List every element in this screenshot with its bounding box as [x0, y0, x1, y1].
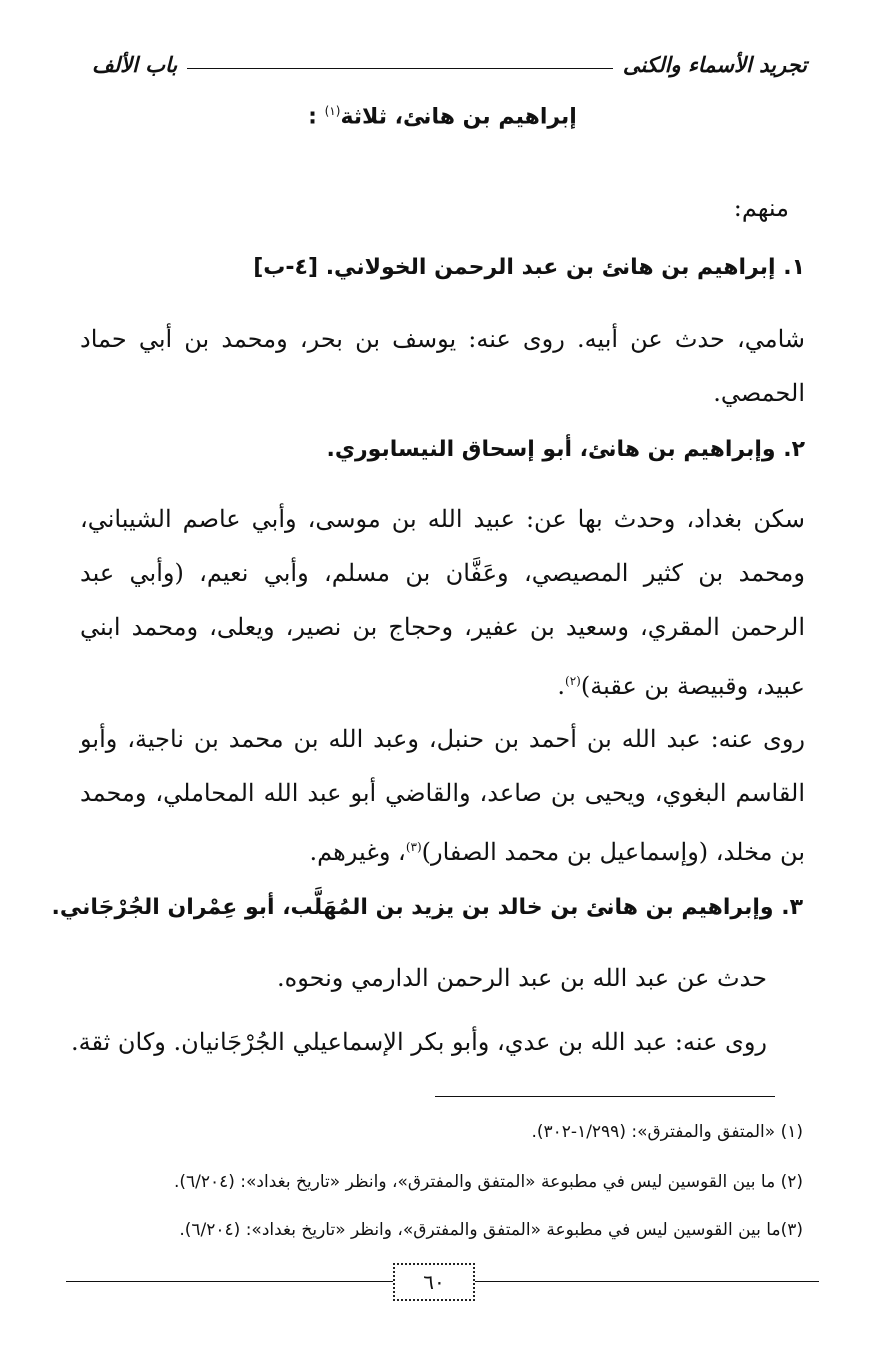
entry-heading-colon: : — [308, 104, 317, 130]
person-3-text-2: روى عنه: عبد الله بن عدي، وأبو بكر الإسماعيلي الجُرْجَانيان. وكان ثقة. — [70, 1028, 767, 1056]
footnote-ref: (٣) — [405, 840, 422, 854]
person-2-paragraph-1 — [80, 492, 805, 713]
person-3-text-1: حدث عن عبد الله بن عبد الرحمن الدارمي ونحوه. — [277, 964, 767, 992]
sentence-end: ، وغيرهم. — [309, 838, 406, 866]
running-header — [92, 46, 807, 82]
header-rule — [187, 68, 613, 69]
person-2-heading: ٢. وإبراهيم بن هانئ، أبو إسحاق النيسابوري. — [326, 437, 805, 462]
footnote-2: (٢) ما بين القوسين ليس في مطبوعة «المتفق والمفترق»، وانظر «تاريخ بغداد»: (٦/٢٠٤). — [173, 1172, 803, 1192]
person-1-text: شامي، حدث عن أبيه. روى عنه: يوسف بن بحر، ومحمد بن أبي حماد الحمصي. — [80, 325, 805, 407]
footnote-ref: (١) — [324, 104, 341, 118]
page-number: ٦٠ — [393, 1263, 475, 1301]
entry-heading — [0, 104, 885, 129]
chapter-title: باب الألف — [92, 51, 178, 77]
bottom-rule-right — [475, 1281, 819, 1282]
bottom-rule-left — [66, 1281, 393, 1282]
footnote-1: (١) «المتفق والمفترق»: (١/٢٩٩-٣٠٢). — [531, 1122, 803, 1142]
person-3-heading: ٣. وإبراهيم بن هانئ بن خالد بن يزيد بن المُهَلَّب، أبو عِمْران الجُرْجَاني. — [51, 895, 803, 920]
book-title: تجريد الأسماء والكنى — [622, 51, 807, 77]
person-2-text-1: سكن بغداد، وحدث بها عن: عبيد الله بن موسى، وأبي عاصم الشيباني، ومحمد بن كثير المصيصي، وعَفَّان بن مسلم، وأبي نعيم، (وأبي عبد الرحمن المقري، وسعيد بن عفير، وحجاج بن نصير، ويعلى، ومحمد ابني عبيد، وقبيصة بن عقبة) — [80, 505, 806, 700]
intro-text: منهم: — [733, 194, 789, 222]
person-2-text-2: روى عنه: عبد الله بن أحمد بن حنبل، وعبد الله بن محمد بن ناجية، وأبو القاسم البغوي، ويحيى بن صاعد، والقاضي أبو عبد الله المحاملي، ومحمد بن مخلد، (وإسماعيل بن محمد الصفار) — [80, 725, 805, 866]
entry-heading-text: إبراهيم بن هانئ، ثلاثة — [340, 104, 577, 130]
person-1-heading: ١. إبراهيم بن هانئ بن عبد الرحمن الخولاني. [٤-ب] — [253, 255, 805, 280]
person-2-paragraph-2 — [80, 712, 805, 879]
footnote-3: (٣)ما بين القوسين ليس في مطبوعة «المتفق والمفترق»، وانظر «تاريخ بغداد»: (٦/٢٠٤). — [179, 1220, 803, 1240]
footnote-ref: (٢) — [565, 674, 581, 688]
sentence-end: . — [557, 672, 566, 700]
footnote-separator — [435, 1096, 775, 1097]
